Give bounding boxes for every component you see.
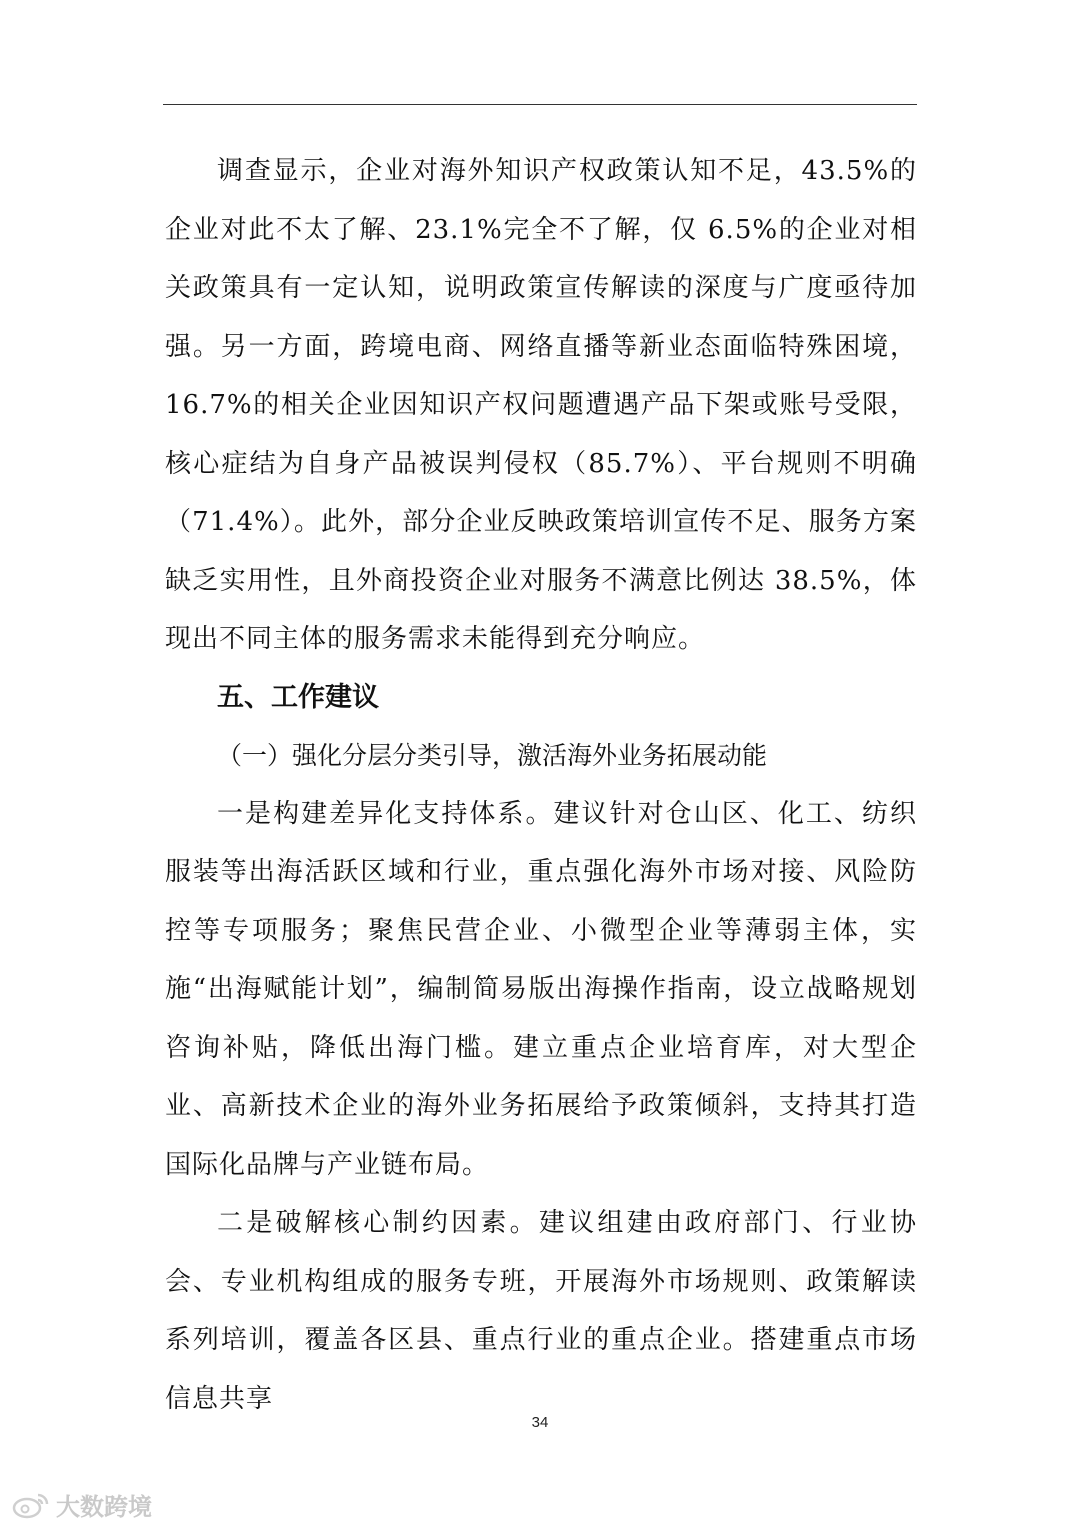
section-heading: 五、工作建议 bbox=[217, 681, 379, 713]
paragraph-core-constraints bbox=[165, 1194, 917, 1428]
paragraph-survey-findings: 调查显示，企业对海外知识产权政策认知不足，43.5%的企业对此不太了解、23.1%完全不了解，仅 6.5%的企业对相关政策具有一定认知，说明政策宣传解读的深度与广度亟待加强。另一方面，跨境电商、网络直播等新业态面临特殊困境，16.7%的相关企业因知识产权问题遭遇产品下架或账号受限，核心症结为自身产品被误判侵权（85.7%）、平台规则不明确（71.4%）。此外，部分企业反映政策培训宣传不足、服务方案缺乏实用性，且外商投资企业对服务不满意比例达 38.5%，体现出不同主体的服务需求未能得到充分响应。 bbox=[165, 156, 917, 654]
paragraph-differentiated-support bbox=[165, 785, 917, 1195]
watermark-text: 大数跨境 bbox=[56, 1493, 152, 1521]
page-number: 34 bbox=[531, 1414, 549, 1431]
paragraph-lead: 一是构建差异化支持体系。 bbox=[217, 798, 554, 829]
header-rule bbox=[163, 104, 917, 105]
paragraph-body: 建议针对仓山区、化工、纺织服装等出海活跃区域和行业，重点强化海外市场对接、风险防控等专项服务；聚焦民营企业、小微型企业等薄弱主体，实施“出海赋能计划”，编制简易版出海操作指南，设立战略规划咨询补贴，降低出海门槛。建立重点企业培育库，对大型企业、高新技术企业的海外业务拓展给予政策倾斜，支持其打造国际化品牌与产业链布局。 bbox=[165, 798, 917, 1180]
weibo-logo-icon bbox=[10, 1491, 50, 1519]
watermark bbox=[10, 1487, 152, 1522]
paragraph-lead: 二是破解核心制约因素。 bbox=[217, 1208, 539, 1238]
page-body bbox=[165, 142, 917, 1428]
subsection-heading: （一）强化分层分类引导，激活海外业务拓展动能 bbox=[217, 740, 768, 770]
paragraph-body: 建议组建由政府部门、行业协会、专业机构组成的服务专班，开展海外市场规则、政策解读系列培训，覆盖各区县、重点行业的重点企业。搭建重点市场信息共享 bbox=[165, 1208, 917, 1414]
